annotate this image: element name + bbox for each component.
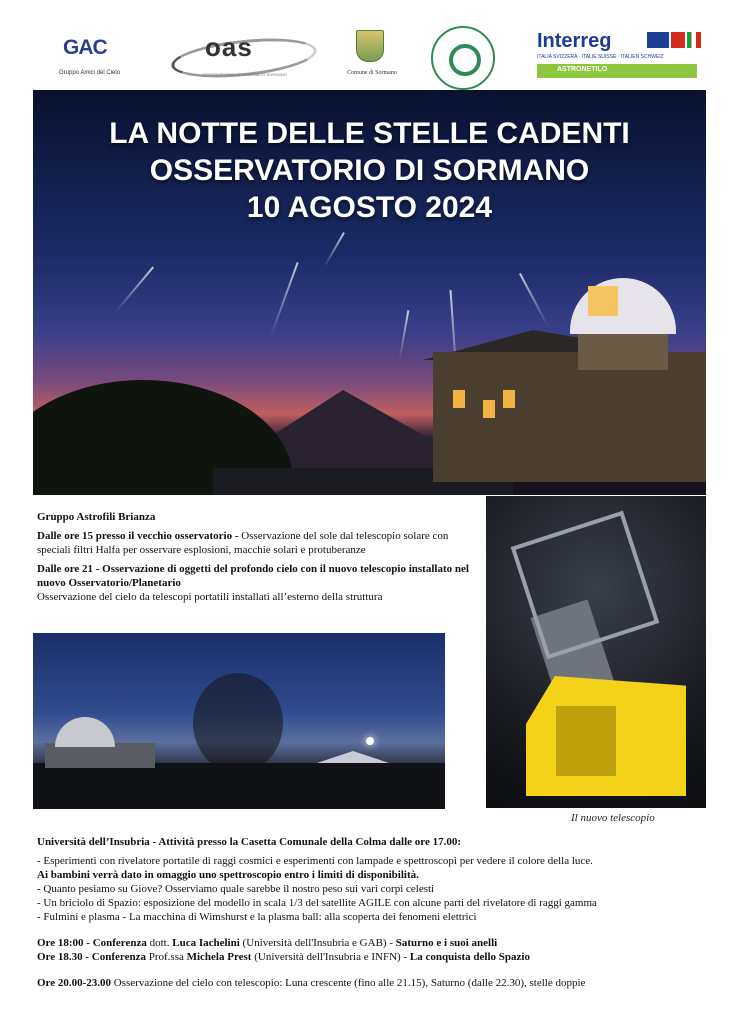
meteor-streak [399,310,410,360]
gab-section [37,510,477,604]
logo-strip [33,24,706,90]
uni-line-4: - Un briciolo di Spazio: esposizione del modello in scala 1/3 del satellite AGILE con alcune parti del rivelatore di raggi gamma [37,897,597,909]
swiss-flag-icon [671,32,685,48]
gab-item-2 [37,562,477,604]
conference-1-affiliation: (Università dell'Insubria e GAB) - [239,937,396,949]
interreg-subtitle: ITALIA SVIZZERA · ITALIE SUISSE · ITALIEN SCHWEIZ [537,54,664,60]
interreg-project-name: ASTRONETILO [557,66,608,73]
gab-item-1-time: Dalle ore 15 presso il vecchio osservatorio - [37,530,239,542]
gac-logo-name: GAC [63,36,107,59]
university-section [37,835,707,990]
observatory-dome [570,278,676,334]
crest-icon [356,30,384,62]
conference-2-talk: La conquista dello Spazio [409,951,530,963]
conference-1-speaker: Luca Iachelini [172,937,240,949]
telescope-photo [486,496,706,808]
conference-2 [37,950,707,964]
hero-title-line1: LA NOTTE DELLE STELLE CADENTI [109,117,630,150]
uni-line-2: Ai bambini verrà dato in omaggio uno spettroscopio entro i limiti di disponibilità. [37,869,419,881]
night-observation-time: Ore 20.00-23.00 [37,977,112,989]
hero-title-line2: OSSERVATORIO DI SORMANO [149,154,590,187]
meteor-streak [114,266,154,313]
gac-logo [33,24,151,90]
university-seal-icon [431,26,495,90]
meteor-streak [323,232,345,268]
telescope-truss [511,511,660,660]
observatory-dome [55,717,115,747]
italy-flag-icon [687,32,701,48]
interreg-logo [517,24,706,90]
hero-title [33,115,706,226]
interreg-logo-name: Interreg [537,30,612,52]
gab-heading: Gruppo Astrofili Brianza [37,511,156,523]
dome-slit [588,286,618,316]
gab-item-1-text: Osservazione del sole dal telescopio solare con speciali filtri Halfa per osservare esplosioni, macchie solari e protuberanze [37,530,449,556]
telescope-mount-shadow [556,706,616,776]
gab-item-1 [37,529,477,557]
university-logo [417,24,509,90]
conference-2-speaker: Michela Prest [186,951,252,963]
conference-1-title-prefix: dott. [146,937,173,949]
gab-item-2-text: Osservazione del cielo da telescopi portatili installati all’esterno della struttura [37,591,383,603]
lit-window [503,390,515,408]
uni-line-5: - Fulmini e plasma - La macchina di Wimshurst e la plasma ball: alla scoperta dei fenomeni elettrici [37,911,477,923]
conference-1 [37,936,707,950]
conference-2-title-prefix: Prof.ssa [145,951,187,963]
oas-logo-name: oas [205,32,253,62]
moon-icon [366,737,374,745]
night-observation [37,976,707,990]
uni-line-3: - Quanto pesiamo su Giove? Osserviamo quale sarebbe il nostro peso sui vari corpi celesti [37,883,435,895]
oas-logo-subtitle: OSSERVATORIO ASTRONOMICO SORMANO [203,72,288,77]
dome-tower [578,330,668,370]
uni-line-1: - Esperimenti con rivelatore portatile di raggi cosmici e esperimenti con lampade e spettroscopi per vedere il colore della luce. [37,855,593,867]
oas-logo [157,24,323,90]
conference-2-affiliation: (Università dell'Insubria e INFN) - [251,951,410,963]
gab-item-2-time: Dalle ore 21 - Osservazione di oggetti del profondo cielo con il nuovo telescopio installato nel nuovo Osservatorio/Planetario [37,563,469,589]
conference-1-time: Ore 18:00 - Conferenza [37,937,147,949]
comune-logo [333,24,411,90]
meteor-streak [269,262,298,338]
telescope-caption: Il nuovo telescopio [571,812,655,824]
observatory-building [433,352,706,482]
lit-window [453,390,465,408]
lit-window [483,400,495,418]
hero-night-sky-photo [33,90,706,495]
hero-title-line3: 10 AGOSTO 2024 [246,191,493,224]
meteor-streak [519,273,549,327]
comune-caption: Comune di Sormano [347,70,397,76]
conference-2-time: Ore 18.30 - Conferenza [37,951,146,963]
eu-flag-icon [647,32,669,48]
uni-heading: Università dell’Insubria - Attività presso la Casetta Comunale della Colma dalle ore 17.00: [37,836,461,848]
gac-logo-subtitle: Gruppo Amici del Cielo [59,70,121,76]
ground [33,763,445,809]
conference-1-talk: Saturno e i suoi anelli [395,937,498,949]
night-observation-text: Osservazione del cielo con telescopio: Luna crescente (fino alle 21.15), Saturno (dalle 22.30), stelle doppie [111,977,586,989]
observatory-night-photo [33,633,445,809]
